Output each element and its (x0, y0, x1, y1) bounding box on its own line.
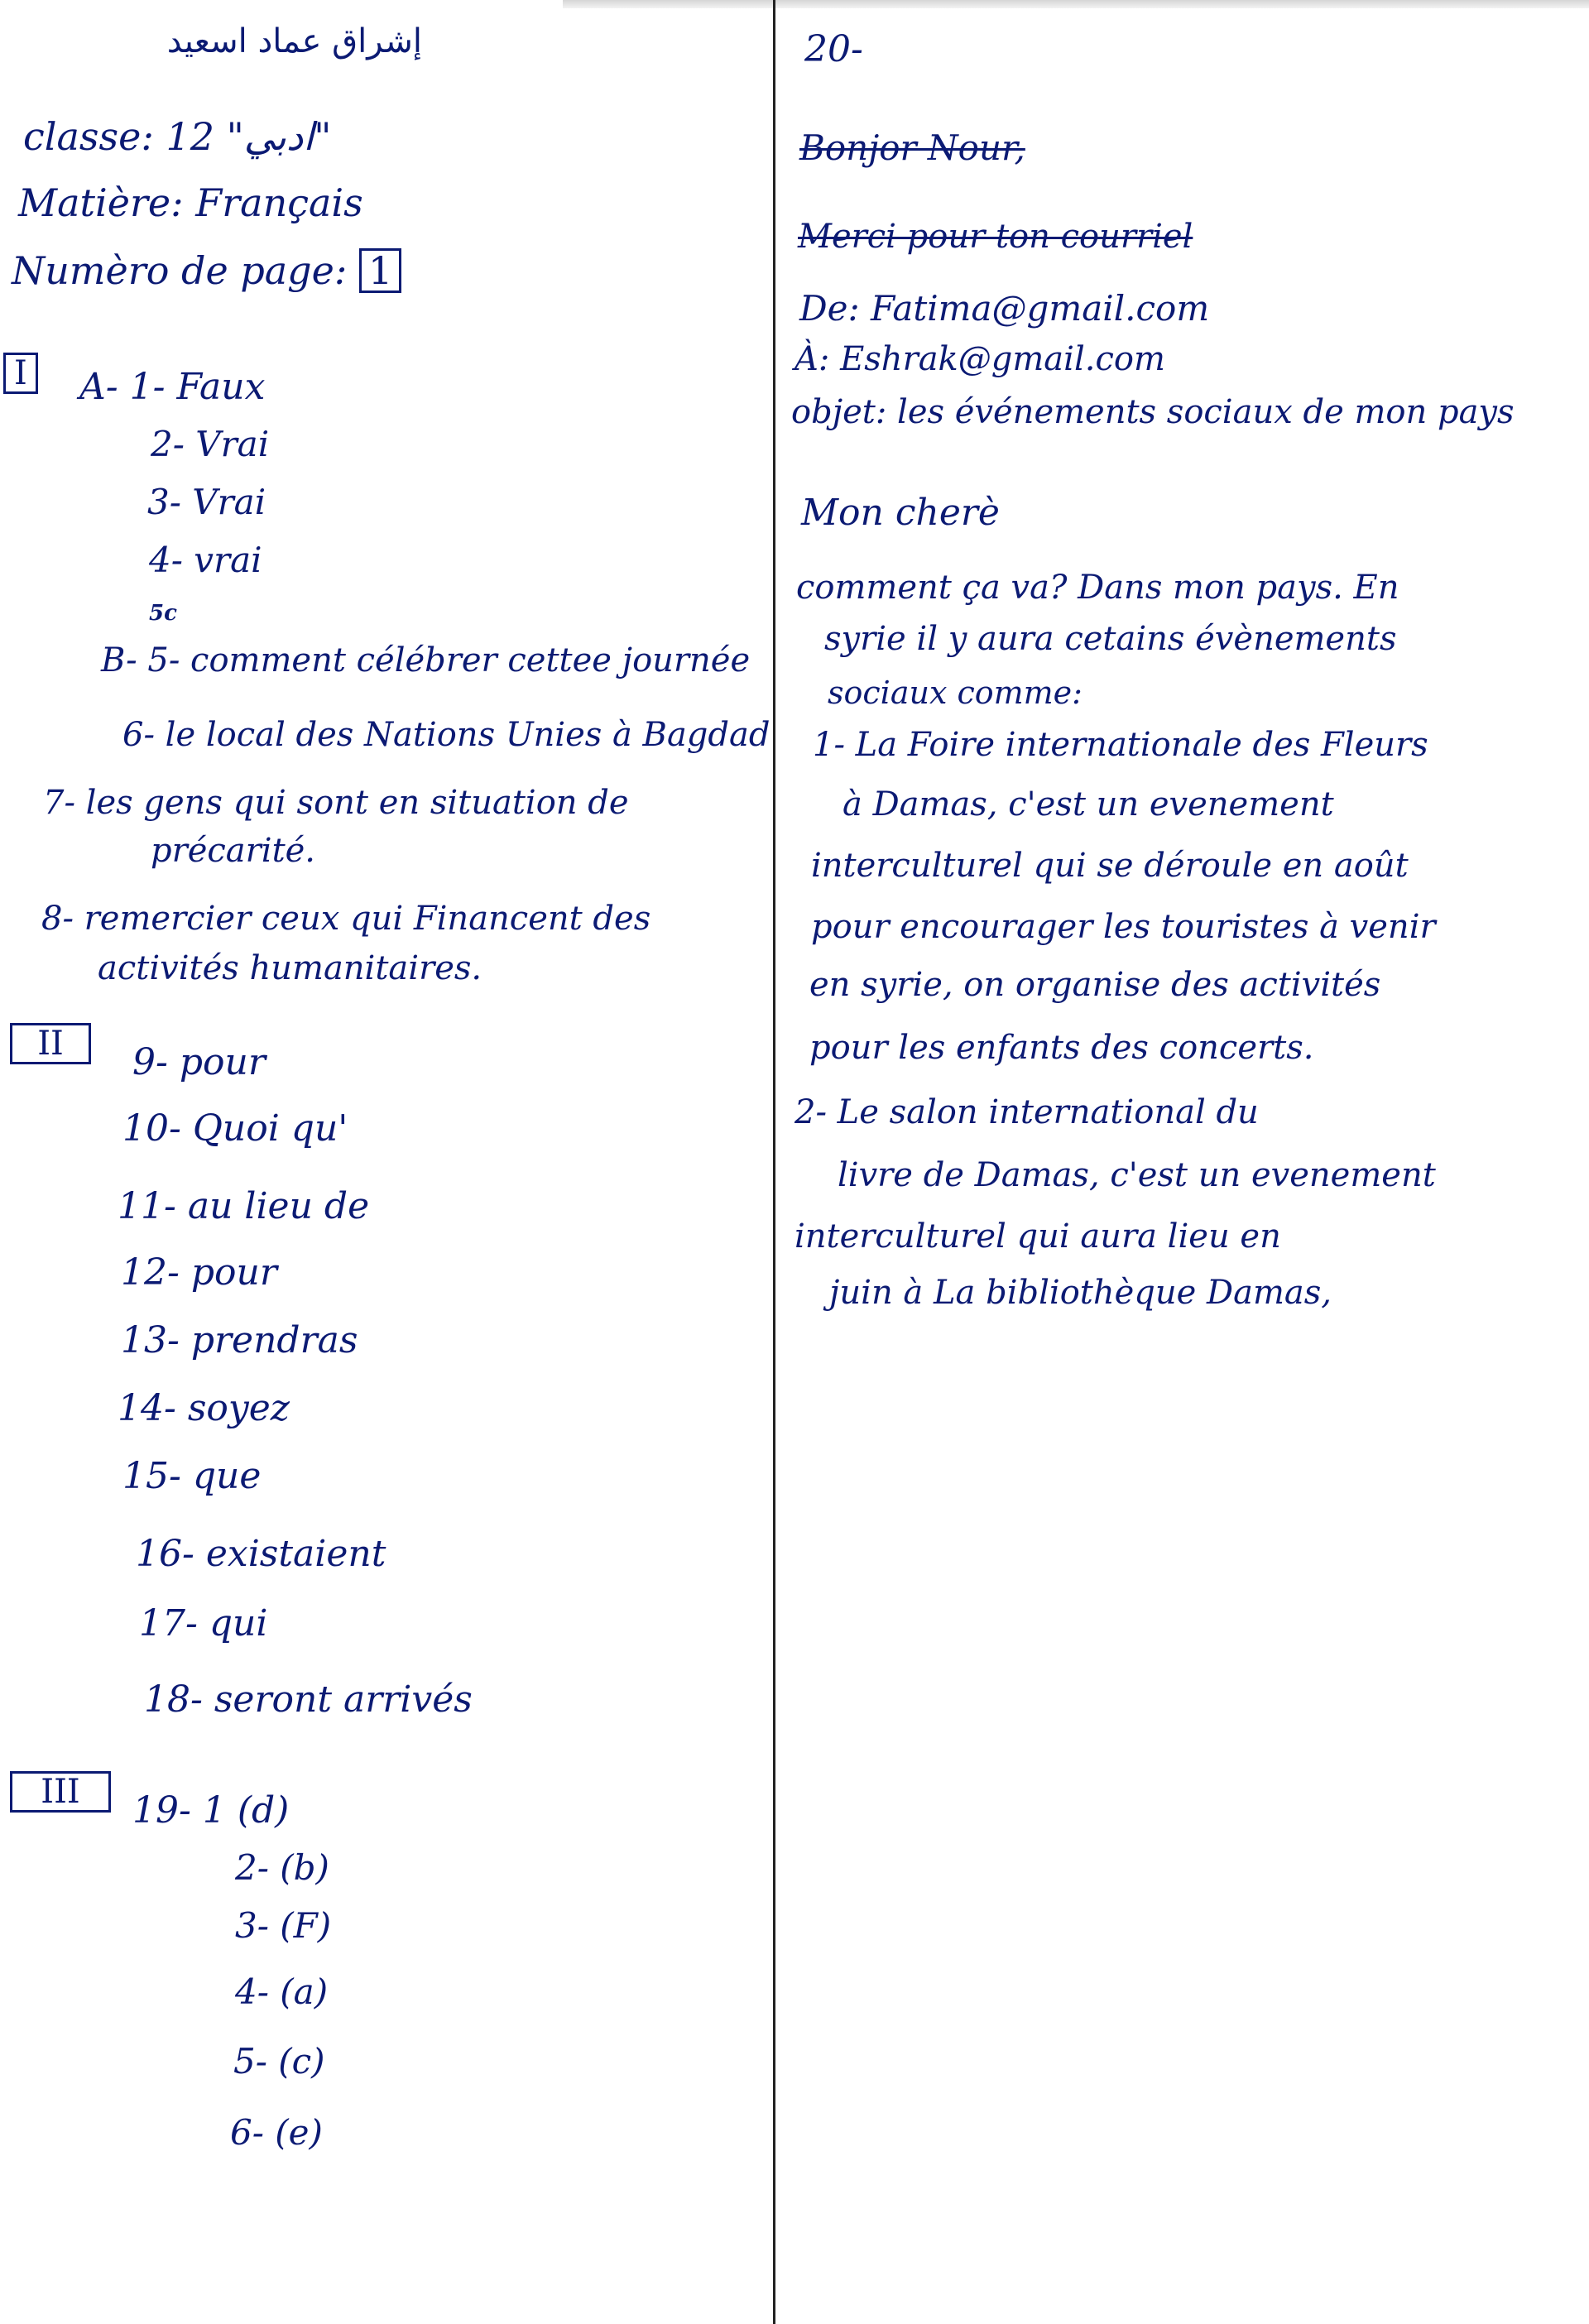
section-3-label: III (10, 1771, 111, 1813)
column-divider (773, 0, 775, 2324)
struck-thanks: Merci pour ton courriel (798, 218, 1193, 256)
answer-17: 17- qui (139, 1602, 268, 1645)
letter-line-6: interculturel qui se déroule en août (811, 847, 1409, 885)
section-1-label: I (3, 353, 38, 394)
answer-16: 16- existaient (136, 1533, 386, 1575)
answer-a3: 3- Vrai (147, 482, 266, 522)
answer-b7-cont: précarité. (151, 832, 316, 870)
answer-14: 14- soyez (118, 1387, 290, 1429)
answer-a1: A- 1- Faux (79, 366, 266, 408)
answer-13: 13- prendras (121, 1319, 358, 1361)
answer-11: 11- au lieu de (118, 1185, 370, 1227)
answer-a4: 4- vrai (149, 540, 262, 580)
email-to: À: Eshrak@gmail.com (794, 340, 1165, 378)
answer-12: 12- pour (121, 1251, 277, 1294)
answer-19-5: 5- (c) (233, 2041, 325, 2082)
letter-line-5: à Damas, c'est un evenement (843, 785, 1334, 823)
section-2-label: II (10, 1023, 91, 1064)
letter-line-2: syrie il y aura cetains évènements (824, 620, 1397, 658)
scan-edge (563, 0, 1589, 8)
answer-19-3: 3- (F) (235, 1905, 332, 1946)
answer-b7: 7- les gens qui sont en situation de (43, 784, 629, 822)
letter-greeting: Mon cherè (801, 492, 1000, 534)
question-20-number: 20- (804, 28, 863, 70)
letter-line-13: juin à La bibliothèque Damas, (829, 1274, 1332, 1312)
letter-line-12: interculturel qui aura lieu en (794, 1217, 1281, 1256)
answer-b5: B- 5- comment célébrer cettee journée (101, 641, 751, 679)
student-name: إشراق عماد اسعيد (166, 22, 422, 60)
page-label: Numèro de page: (12, 248, 348, 293)
page-number-line (12, 248, 401, 293)
answer-19-4: 4- (a) (235, 1971, 329, 2012)
answer-b6: 6- le local des Nations Unies à Bagdad (122, 716, 770, 754)
answer-b8: 8- remercier ceux qui Financent des (41, 900, 651, 938)
answer-18: 18- seront arrivés (144, 1678, 473, 1721)
answer-10: 10- Quoi qu' (122, 1107, 348, 1150)
answer-a2: 2- Vrai (151, 424, 270, 464)
stray-mark: 5c (149, 601, 177, 626)
class-line: classe: 12 "ادبي" (23, 114, 332, 159)
email-from: De: Fatima@gmail.com (799, 288, 1210, 329)
answer-19-1: 19- 1 (d) (132, 1789, 290, 1832)
answer-19-2: 2- (b) (235, 1847, 329, 1888)
answer-19-6: 6- (e) (230, 2112, 323, 2153)
struck-greeting: Bonjor Nour, (799, 127, 1025, 168)
page-number-box: 1 (359, 248, 401, 293)
answer-b8-cont: activités humanitaires. (98, 949, 482, 987)
letter-line-3: sociaux comme: (828, 675, 1083, 711)
letter-line-9: pour les enfants des concerts. (809, 1029, 1314, 1067)
letter-line-11: livre de Damas, c'est un evenement (838, 1156, 1436, 1194)
email-subject: objet: les événements sociaux de mon pays (791, 393, 1515, 431)
letter-line-8: en syrie, on organise des activités (809, 966, 1381, 1004)
letter-line-4: 1- La Foire internationale des Fleurs (813, 726, 1428, 764)
letter-line-7: pour encourager les touristes à venir (811, 908, 1436, 946)
subject-line: Matière: Français (18, 180, 363, 225)
letter-line-10: 2- Le salon international du (794, 1093, 1259, 1131)
letter-line-1: comment ça va? Dans mon pays. En (796, 569, 1399, 607)
answer-9: 9- pour (132, 1041, 266, 1083)
answer-15: 15- que (122, 1455, 262, 1497)
